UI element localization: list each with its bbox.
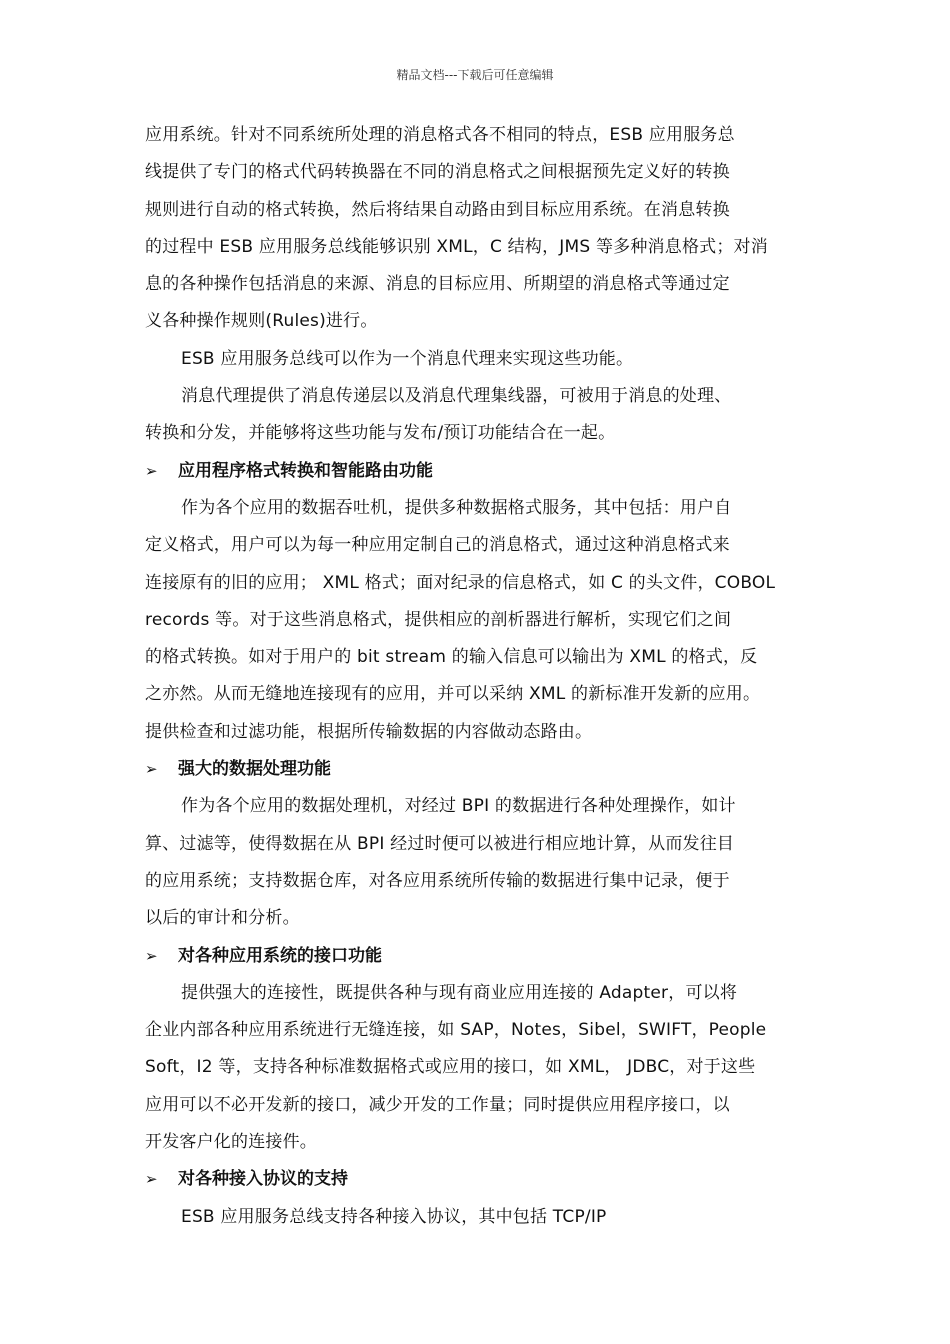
paragraph-message-broker: ESB 应用服务总线可以作为一个消息代理来实现这些功能。 (181, 348, 634, 369)
paragraph-broker-details (145, 378, 810, 453)
section-title: 应用程序格式转换和智能路由功能 (178, 460, 433, 481)
text-line: 息的各种操作包括消息的来源、消息的目标应用、所期望的消息格式等通过定 (145, 274, 730, 295)
arrow-bullet-icon: ➢ (145, 946, 158, 965)
text-line: 之亦然。从而无缝地连接现有的应用，并可以采纳 XML 的新标准开发新的应用。 (145, 684, 761, 705)
text-line: 的应用系统；支持数据仓库，对各应用系统所传输的数据进行集中记录，便于 (145, 870, 730, 891)
section-body-interfaces (145, 975, 810, 1161)
text-line: 提供检查和过滤功能，根据所传输数据的内容做动态路由。 (145, 721, 593, 742)
section-body-protocols (145, 1199, 810, 1236)
paragraph-message-conversion (145, 117, 810, 341)
text-line: 消息代理提供了消息传递层以及消息代理集线器，可被用于消息的处理、 (181, 386, 732, 407)
text-line: 开发客户化的连接件。 (145, 1132, 317, 1153)
arrow-bullet-icon: ➢ (145, 461, 158, 480)
text-line: 的格式转换。如对于用户的 bit stream 的输入信息可以输出为 XML 的格式，反 (145, 647, 758, 668)
section-body-data-processing (145, 788, 810, 937)
text-line: 连接原有的旧的应用； XML 格式；面对纪录的信息格式，如 C 的头文件，COBOL (145, 572, 776, 593)
section-heading-protocols (145, 1161, 810, 1198)
text-line: 转换和分发，并能够将这些功能与发布/预订功能结合在一起。 (145, 423, 616, 444)
section-title: 对各种接入协议的支持 (178, 1169, 348, 1190)
text-line: 线提供了专门的格式代码转换器在不同的消息格式之间根据预先定义好的转换 (145, 162, 730, 183)
text-line: 定义格式，用户可以为每一种应用定制自己的消息格式，通过这种消息格式来 (145, 535, 730, 556)
text-line: 以后的审计和分析。 (145, 908, 300, 929)
text-line: 作为各个应用的数据吞吐机，提供多种数据格式服务，其中包括：用户自 (181, 497, 732, 518)
text-line: 企业内部各种应用系统进行无缝连接，如 SAP，Notes，Sibel，SWIFT，People (145, 1020, 767, 1041)
section-heading-data-processing (145, 751, 810, 788)
section-title: 强大的数据处理功能 (178, 759, 331, 780)
arrow-bullet-icon: ➢ (145, 760, 158, 779)
page-header-note: 精品文档---下载后可任意编辑 (396, 68, 554, 82)
text-line: 应用系统。针对不同系统所处理的消息格式各不相同的特点，ESB 应用服务总 (145, 125, 735, 145)
document-body (145, 117, 810, 1236)
arrow-bullet-icon: ➢ (145, 1170, 158, 1189)
text-line: Soft，I2 等，支持各种标准数据格式或应用的接口，如 XML， JDBC，对于这些 (145, 1057, 756, 1078)
text-line: 提供强大的连接性，既提供各种与现有商业应用连接的 Adapter，可以将 (181, 982, 738, 1003)
text-line: 作为各个应用的数据处理机，对经过 BPI 的数据进行各种处理操作，如计 (181, 796, 736, 817)
text-line: 算、过滤等，使得数据在从 BPI 经过时便可以被进行相应地计算，从而发往目 (145, 833, 735, 854)
section-body-format-routing (145, 490, 810, 751)
text-line: 规则进行自动的格式转换，然后将结果自动路由到目标应用系统。在消息转换 (145, 199, 730, 220)
text-line: ESB 应用服务总线支持各种接入协议，其中包括 TCP/IP (181, 1206, 607, 1227)
section-heading-interfaces (145, 938, 810, 975)
text-line: 义各种操作规则(Rules)进行。 (145, 311, 378, 332)
section-title: 对各种应用系统的接口功能 (178, 945, 382, 966)
text-line: 的过程中 ESB 应用服务总线能够识别 XML，C 结构，JMS 等多种消息格式；对消 (145, 236, 768, 257)
section-heading-format-routing (145, 453, 810, 490)
text-line: records 等。对于这些消息格式，提供相应的剖析器进行解析，实现它们之间 (145, 609, 732, 630)
text-line: 应用可以不必开发新的接口，减少开发的工作量；同时提供应用程序接口，以 (145, 1094, 730, 1115)
